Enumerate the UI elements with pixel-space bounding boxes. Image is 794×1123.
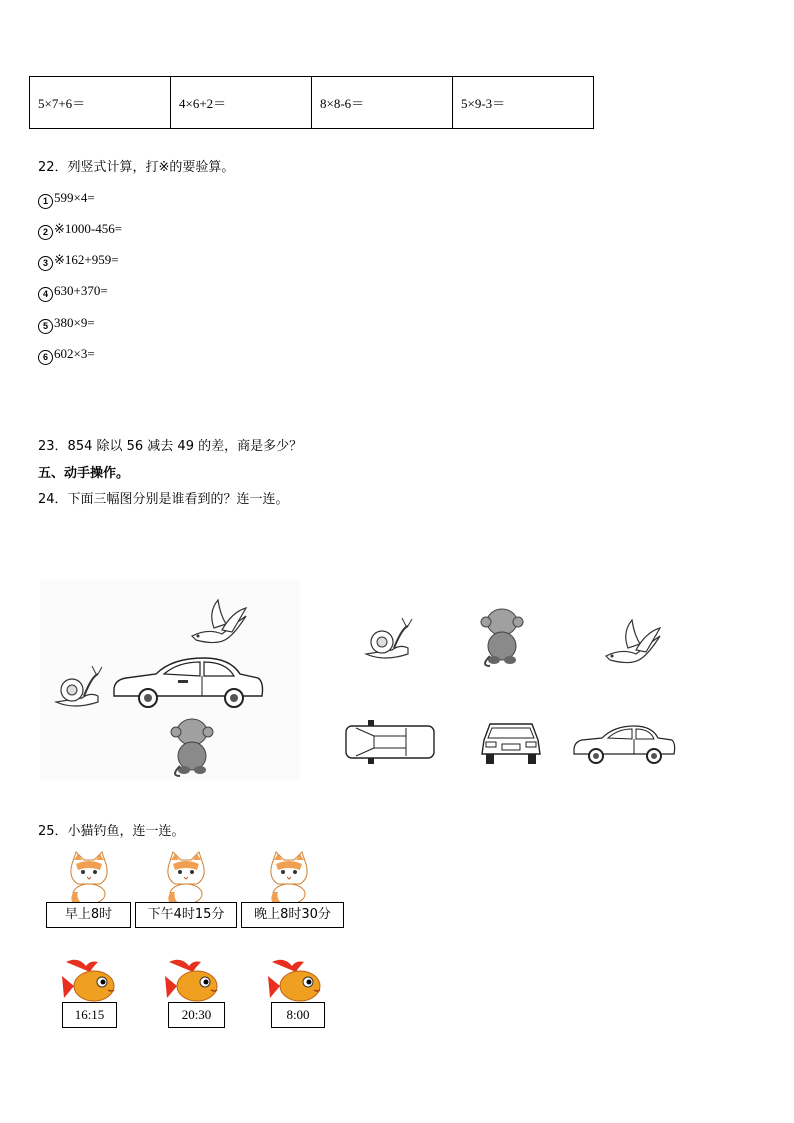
circled-number: 4	[38, 287, 53, 302]
section5-title: 五、动手操作。	[38, 466, 130, 481]
view-front	[478, 718, 544, 768]
cat-time-label: 晚上8时30分	[241, 902, 344, 928]
fish-time-label: 8:00	[271, 1002, 325, 1028]
calc-cell: 4×6+2＝	[171, 77, 312, 129]
q22-item-text: 602×3=	[54, 346, 95, 361]
q22-item-text: ※1000-456=	[54, 221, 123, 236]
fish-icon	[266, 958, 326, 1004]
fish-time-label: 20:30	[168, 1002, 225, 1028]
q22-item-1	[38, 190, 95, 209]
cat-time-label: 早上8时	[46, 902, 131, 928]
q22-item-6	[38, 346, 95, 365]
fish-icon	[60, 958, 120, 1004]
view-top	[340, 716, 440, 768]
q22-item-4	[38, 283, 108, 302]
fish-time-label: 16:15	[62, 1002, 117, 1028]
q23-title: 23．854 除以 56 减去 49 的差，商是多少？	[38, 439, 303, 454]
fish-icon	[163, 958, 223, 1004]
circled-number: 5	[38, 319, 53, 334]
q22-title: 22．列竖式计算，打※的要验算。	[38, 160, 235, 175]
calc-cell: 5×9-3＝	[453, 77, 594, 129]
circled-number: 1	[38, 194, 53, 209]
q22-item-3	[38, 252, 119, 271]
cat-icon	[266, 850, 312, 902]
monkey-back-icon	[481, 609, 523, 666]
swallow-icon	[606, 620, 660, 663]
observer-swallow	[600, 616, 664, 666]
car-front-view-icon	[482, 724, 540, 764]
q22-item-text: ※162+959=	[54, 252, 119, 267]
observer-snail	[360, 614, 420, 664]
car-side-view-icon	[574, 726, 675, 763]
q24-title: 24．下面三幅图分别是谁看到的？连一连。	[38, 492, 289, 507]
cat-icon	[66, 850, 112, 902]
q25-title: 25．小猫钓鱼，连一连。	[38, 824, 185, 839]
car-top-view-icon	[346, 720, 434, 764]
calc-cell: 5×7+6＝	[30, 77, 171, 129]
q22-item-5	[38, 315, 95, 334]
cat-time-label: 下午4时15分	[135, 902, 237, 928]
observer-monkey	[478, 604, 528, 668]
q22-item-2	[38, 221, 122, 240]
q22-item-text: 380×9=	[54, 315, 95, 330]
calc-table	[29, 76, 594, 129]
circled-number: 6	[38, 350, 53, 365]
circled-number: 2	[38, 225, 53, 240]
view-side	[572, 720, 678, 768]
q22-item-text: 630+370=	[54, 283, 108, 298]
snail-icon	[366, 618, 412, 658]
q22-item-text: 599×4=	[54, 190, 95, 205]
q24-scene-picture	[40, 580, 300, 780]
circled-number: 3	[38, 256, 53, 271]
calc-cell: 8×8-6＝	[312, 77, 453, 129]
cat-icon	[163, 850, 209, 902]
